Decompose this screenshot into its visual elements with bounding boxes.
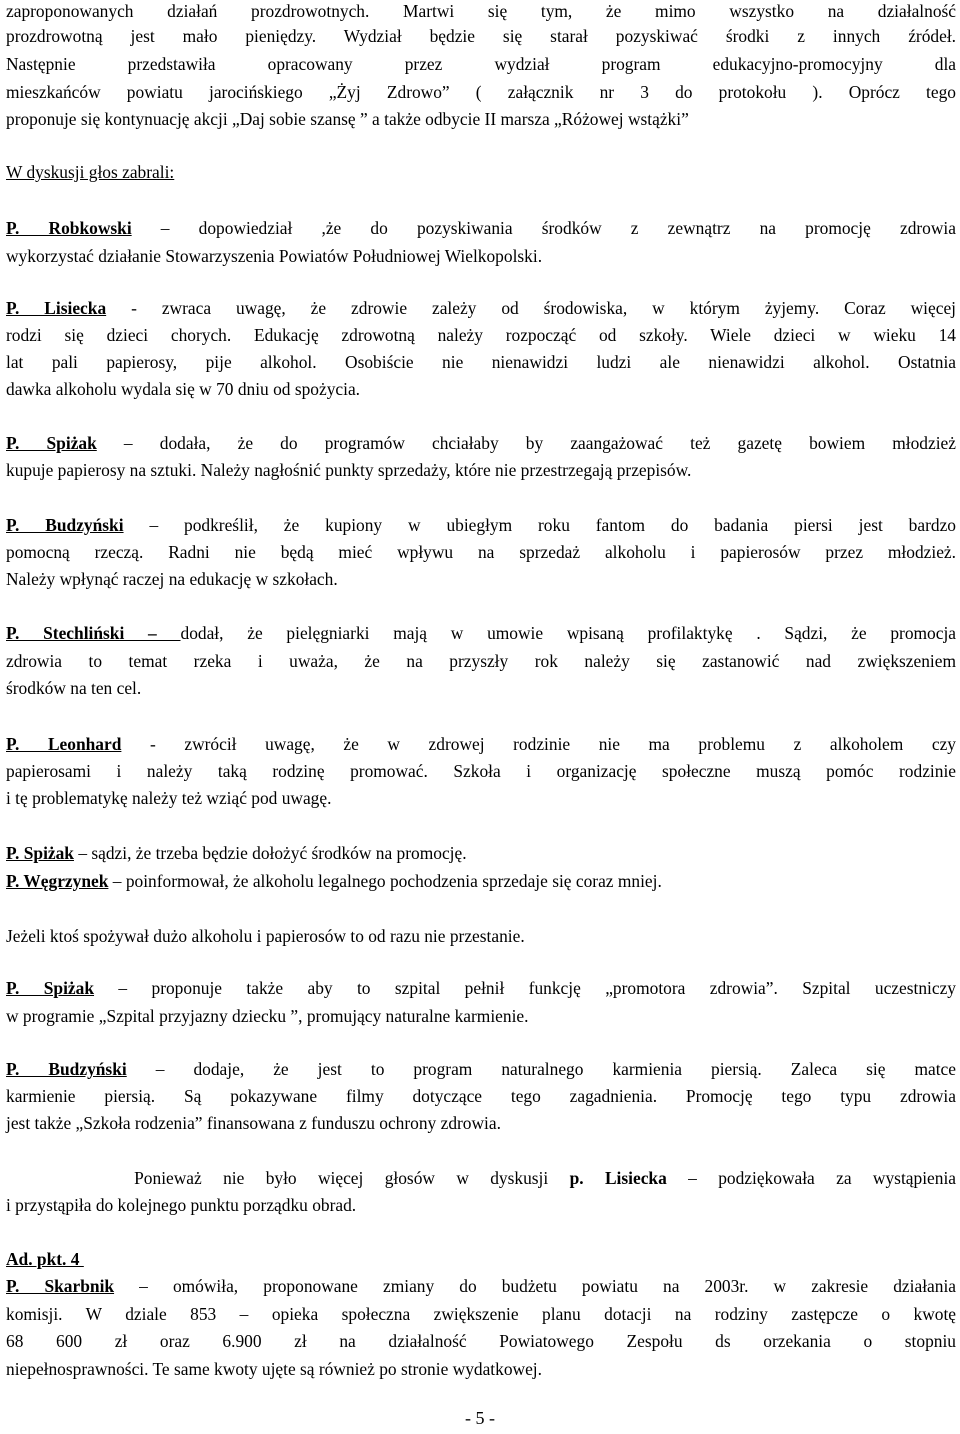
speech-text: – dopowiedział ,że do pozyskiwania środków z zewnątrz na promocję zdrowia <box>131 218 956 238</box>
speech-text: - zwraca uwagę, że zdrowie zależy od środowiska, w którym żyjemy. Coraz więcej <box>106 298 956 318</box>
discussion-heading: W dyskusji głos zabrali: <box>6 162 175 182</box>
speech-line: niepełnosprawności. Te same kwoty ujęte są również po stronie wydatkowej. <box>6 1359 542 1379</box>
speaker-name: P. Stechliński – <box>6 623 181 643</box>
speech-line: pomocną rzeczą. Radni nie będą mieć wpływu na sprzedaż alkoholu i papierosów przez młodzież. <box>6 542 956 562</box>
speaker-name: P. Budzyński <box>6 1059 127 1079</box>
speaker-name: P. Spiżak <box>6 433 97 453</box>
speech-line <box>6 870 662 892</box>
speech-line <box>6 514 956 536</box>
speech-line <box>6 842 467 864</box>
speech-line <box>6 977 956 999</box>
speech-line: lat pali papierosy, pije alkohol. Osobiście nie nienawidzi ludzi ale nienawidzi alkohol. Ostatnia <box>6 352 956 372</box>
speech-line: w programie „Szpital przyjazny dziecku ”, promujący naturalne karmienie. <box>6 1006 529 1026</box>
speech-line <box>6 217 956 239</box>
speech-line: 68 600 zł oraz 6.900 zł na działalność Powiatowego Zespołu ds orzekania o stopniu <box>6 1331 956 1351</box>
speech-text: – podkreślił, że kupiony w ubiegłym roku fantom do badania piersi jest bardzo <box>123 515 956 535</box>
speech-line: Jeżeli ktoś spożywał dużo alkoholu i papierosów to od razu nie przestanie. <box>6 926 525 946</box>
speaker-name: P. Leonhard <box>6 734 122 754</box>
speech-line <box>6 733 956 755</box>
paragraph-line: zaproponowanych działań prozdrowotnych. Martwi się tym, że mimo wszystko na działalność <box>6 1 956 21</box>
speech-text: dodał, że pielęgniarki mają w umowie wpisaną profilaktykę . Sądzi, że promocja <box>180 623 956 643</box>
speaker-name: P. Spiżak <box>6 978 95 998</box>
speech-line: jest także „Szkoła rodzenia” finansowana z funduszu ochrony zdrowia. <box>6 1113 501 1133</box>
paragraph-line: prozdrowotną jest mało pieniędzy. Wydział będzie się starał pozyskiwać środki z innych źródeł. <box>6 26 956 46</box>
speech-text: – dodała, że do programów chciałaby by zaangażować też gazetę bowiem młodzież <box>96 433 956 453</box>
speech-line: środków na ten cel. <box>6 678 142 698</box>
speaker-name: P. Budzyński <box>6 515 124 535</box>
paragraph-line: proponuje się kontynuację akcji „Daj sobie szansę ” a także odbycie II marsza „Różowej wstążki” <box>6 109 689 129</box>
page-number: - 5 - <box>465 1408 495 1428</box>
chair-name: p. Lisiecka <box>569 1168 667 1188</box>
speaker-name: P. Skarbnik <box>6 1276 115 1296</box>
speech-line: dawka alkoholu wydala się w 70 dniu od spożycia. <box>6 379 361 399</box>
speech-text: – poinformował, że alkoholu legalnego pochodzenia sprzedaje się coraz mniej. <box>108 871 662 891</box>
closing-text: – podziękowała za wystąpienia <box>666 1168 956 1188</box>
speech-line: kupuje papierosy na sztuki. Należy nagłośnić punkty sprzedaży, które nie przestrzegają przepisów. <box>6 460 692 480</box>
speech-line: zdrowia to temat rzeka i uważa, że na przyszły rok należy się zastanowić nad zwiększeniem <box>6 651 956 671</box>
paragraph-line: mieszkańców powiatu jarocińskiego „Żyj Zdrowo” ( załącznik nr 3 do protokołu ). Oprócz tego <box>6 82 956 102</box>
speech-line: i tę problematykę należy też wziąć pod uwagę. <box>6 788 332 808</box>
speech-line <box>6 297 956 319</box>
speech-line <box>6 432 956 454</box>
speech-text: – sądzi, że trzeba będzie dołożyć środków na promocję. <box>73 843 467 863</box>
paragraph-line: Następnie przedstawiła opracowany przez wydział program edukacyjno-promocyjny dla <box>6 54 956 74</box>
speech-line: rodzi się dzieci chorych. Edukację zdrowotną należy rozpocząć od szkoły. Wiele dzieci w wieku 14 <box>6 325 956 345</box>
speaker-name: P. Robkowski <box>6 218 132 238</box>
speech-text: – dodaje, że jest to program naturalnego karmienia piersią. Zaleca się matce <box>126 1059 956 1079</box>
closing-text: Ponieważ nie było więcej głosów w dyskusji <box>6 1168 570 1188</box>
speech-line <box>6 622 956 644</box>
closing-line: i przystąpiła do kolejnego punktu porządku obrad. <box>6 1195 357 1215</box>
speech-text: – omówiła, proponowane zmiany do budżetu powiatu na 2003r. w zakresie działania <box>114 1276 957 1296</box>
speech-line <box>6 1058 956 1080</box>
speech-line: papierosami i należy taką rodzinę promować. Szkoła i organizację społeczne muszą pomóc rodzinie <box>6 761 956 781</box>
speech-line: karmienie piersią. Są pokazywane filmy dotyczące tego zagadnienia. Promocję tego typu zdrowia <box>6 1086 956 1106</box>
speaker-name: P. Lisiecka <box>6 298 107 318</box>
speech-text: - zwrócił uwagę, że w zdrowej rodzinie nie ma problemu z alkoholem czy <box>121 734 956 754</box>
speaker-name: P. Spiżak <box>6 843 74 863</box>
speech-line: wykorzystać działanie Stowarzyszenia Powiatów Południowej Wielkopolski. <box>6 246 543 266</box>
agenda-item-heading: Ad. pkt. 4 <box>6 1249 84 1269</box>
speech-line: komisji. W dziale 853 – opieka społeczna zwiększenie planu dotacji na rodziny zastępcze o kwotę <box>6 1304 956 1324</box>
speaker-name: P. Węgrzynek <box>6 871 109 891</box>
closing-line <box>6 1167 956 1189</box>
speech-line: Należy wpłynąć raczej na edukację w szkołach. <box>6 569 338 589</box>
speech-line <box>6 1275 956 1297</box>
speech-text: – proponuje także aby to szpital pełnił funkcję „promotora zdrowia”. Szpital uczestniczy <box>94 978 957 998</box>
